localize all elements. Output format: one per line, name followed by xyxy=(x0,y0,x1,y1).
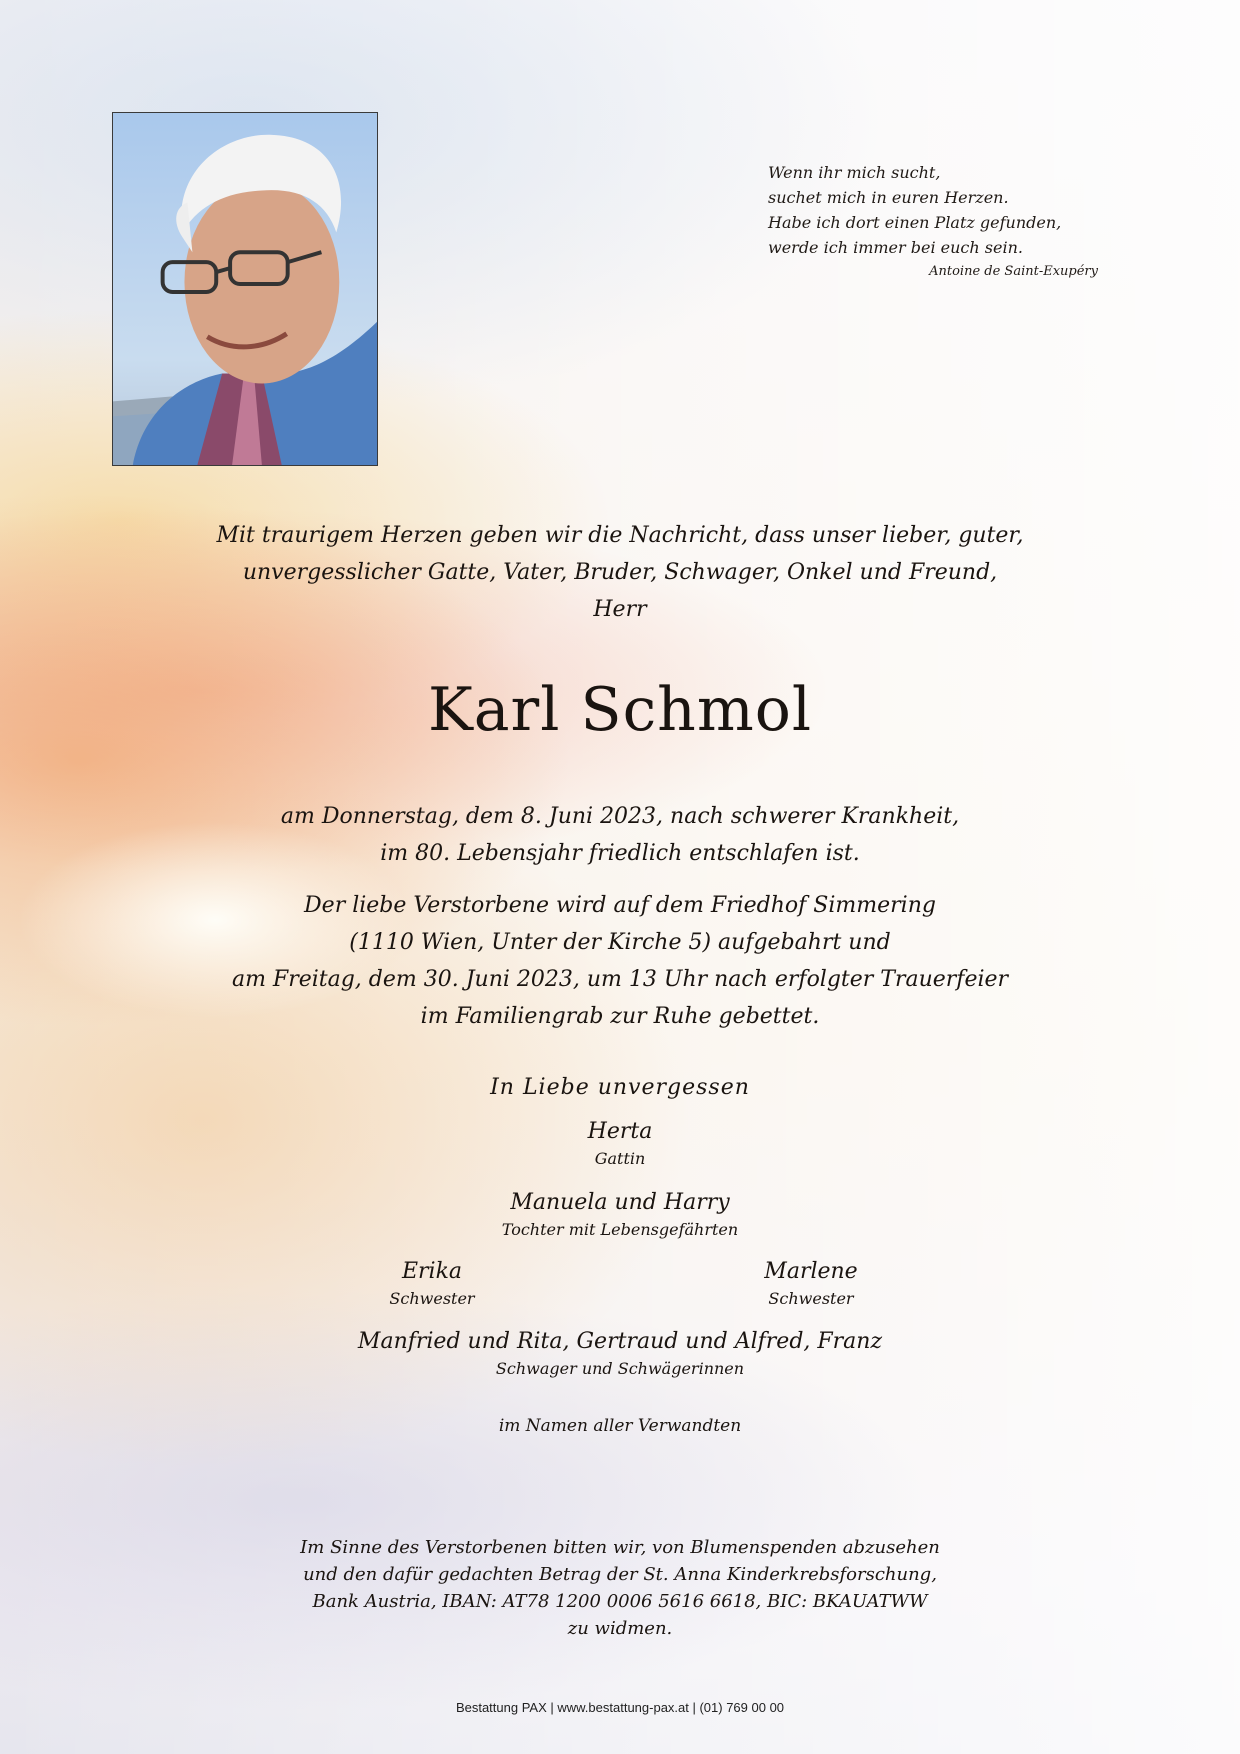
death-line: am Donnerstag, dem 8. Juni 2023, nach schwerer Krankheit, xyxy=(280,804,960,829)
quote-author: Antoine de Saint-Exupéry xyxy=(929,264,1098,279)
intro-line: Herr xyxy=(593,597,647,622)
mourner-role: Schwester xyxy=(389,1289,475,1308)
quote-line: werde ich immer bei euch sein. xyxy=(768,238,1023,257)
funeral-line: Der liebe Verstorbene wird auf dem Friedhof Simmering xyxy=(304,893,936,918)
mourner-role: Tochter mit Lebensgefährten xyxy=(501,1220,739,1239)
donation-request xyxy=(140,1534,1100,1642)
mourner-name: Erika xyxy=(401,1259,463,1284)
donation-line: zu widmen. xyxy=(567,1618,673,1639)
funeral-line: im Familiengrab zur Ruhe gebettet. xyxy=(420,1004,820,1029)
mourners-closing: im Namen aller Verwandten xyxy=(498,1416,742,1436)
donation-line: Bank Austria, IBAN: AT78 1200 0006 5616 6618, BIC: BKAUATWW xyxy=(312,1591,928,1612)
mourner-spouse xyxy=(370,1117,870,1171)
funeral-home-footer: Bestattung PAX | www.bestattung-pax.at | (01) 769 00 00 xyxy=(455,1700,785,1715)
quote-block xyxy=(768,160,1098,282)
mourner-sister-2 xyxy=(561,1257,1061,1311)
mourner-daughter xyxy=(370,1188,870,1242)
deceased-name: Karl Schmol xyxy=(427,675,813,745)
mourners-heading: In Liebe unvergessen xyxy=(490,1075,750,1100)
quote-line: Wenn ihr mich sucht, xyxy=(768,163,941,182)
intro-line: unvergesslicher Gatte, Vater, Bruder, Schwager, Onkel und Freund, xyxy=(242,560,998,585)
mourner-name: Herta xyxy=(587,1119,653,1144)
intro-line: Mit traurigem Herzen geben wir die Nachricht, dass unser lieber, guter, xyxy=(216,523,1024,548)
mourner-role: Gattin xyxy=(594,1149,646,1168)
donation-line: und den dafür gedachten Betrag der St. Anna Kinderkrebsforschung, xyxy=(303,1564,937,1585)
announcement-intro xyxy=(140,517,1100,628)
mourner-name: Marlene xyxy=(764,1259,858,1284)
mourner-name: Manuela und Harry xyxy=(510,1190,730,1215)
quote-line: Habe ich dort einen Platz gefunden, xyxy=(768,213,1062,232)
death-line: im 80. Lebensjahr friedlich entschlafen ist. xyxy=(380,841,860,866)
portrait-photo xyxy=(112,112,378,466)
mourner-name: Manfried und Rita, Gertraud und Alfred, Franz xyxy=(357,1329,883,1354)
donation-line: Im Sinne des Verstorbenen bitten wir, von Blumenspenden abzusehen xyxy=(300,1537,940,1558)
quote-line: suchet mich in euren Herzen. xyxy=(768,188,1009,207)
funeral-line: am Freitag, dem 30. Juni 2023, um 13 Uhr nach erfolgter Trauerfeier xyxy=(231,967,1009,992)
spacer xyxy=(140,872,1100,887)
mourner-in-laws xyxy=(220,1327,1020,1381)
mourner-role: Schwager und Schwägerinnen xyxy=(495,1359,745,1378)
death-and-funeral-details xyxy=(140,798,1100,1035)
funeral-line: (1110 Wien, Unter der Kirche 5) aufgebahrt und xyxy=(349,930,891,955)
mourner-role: Schwester xyxy=(768,1289,854,1308)
